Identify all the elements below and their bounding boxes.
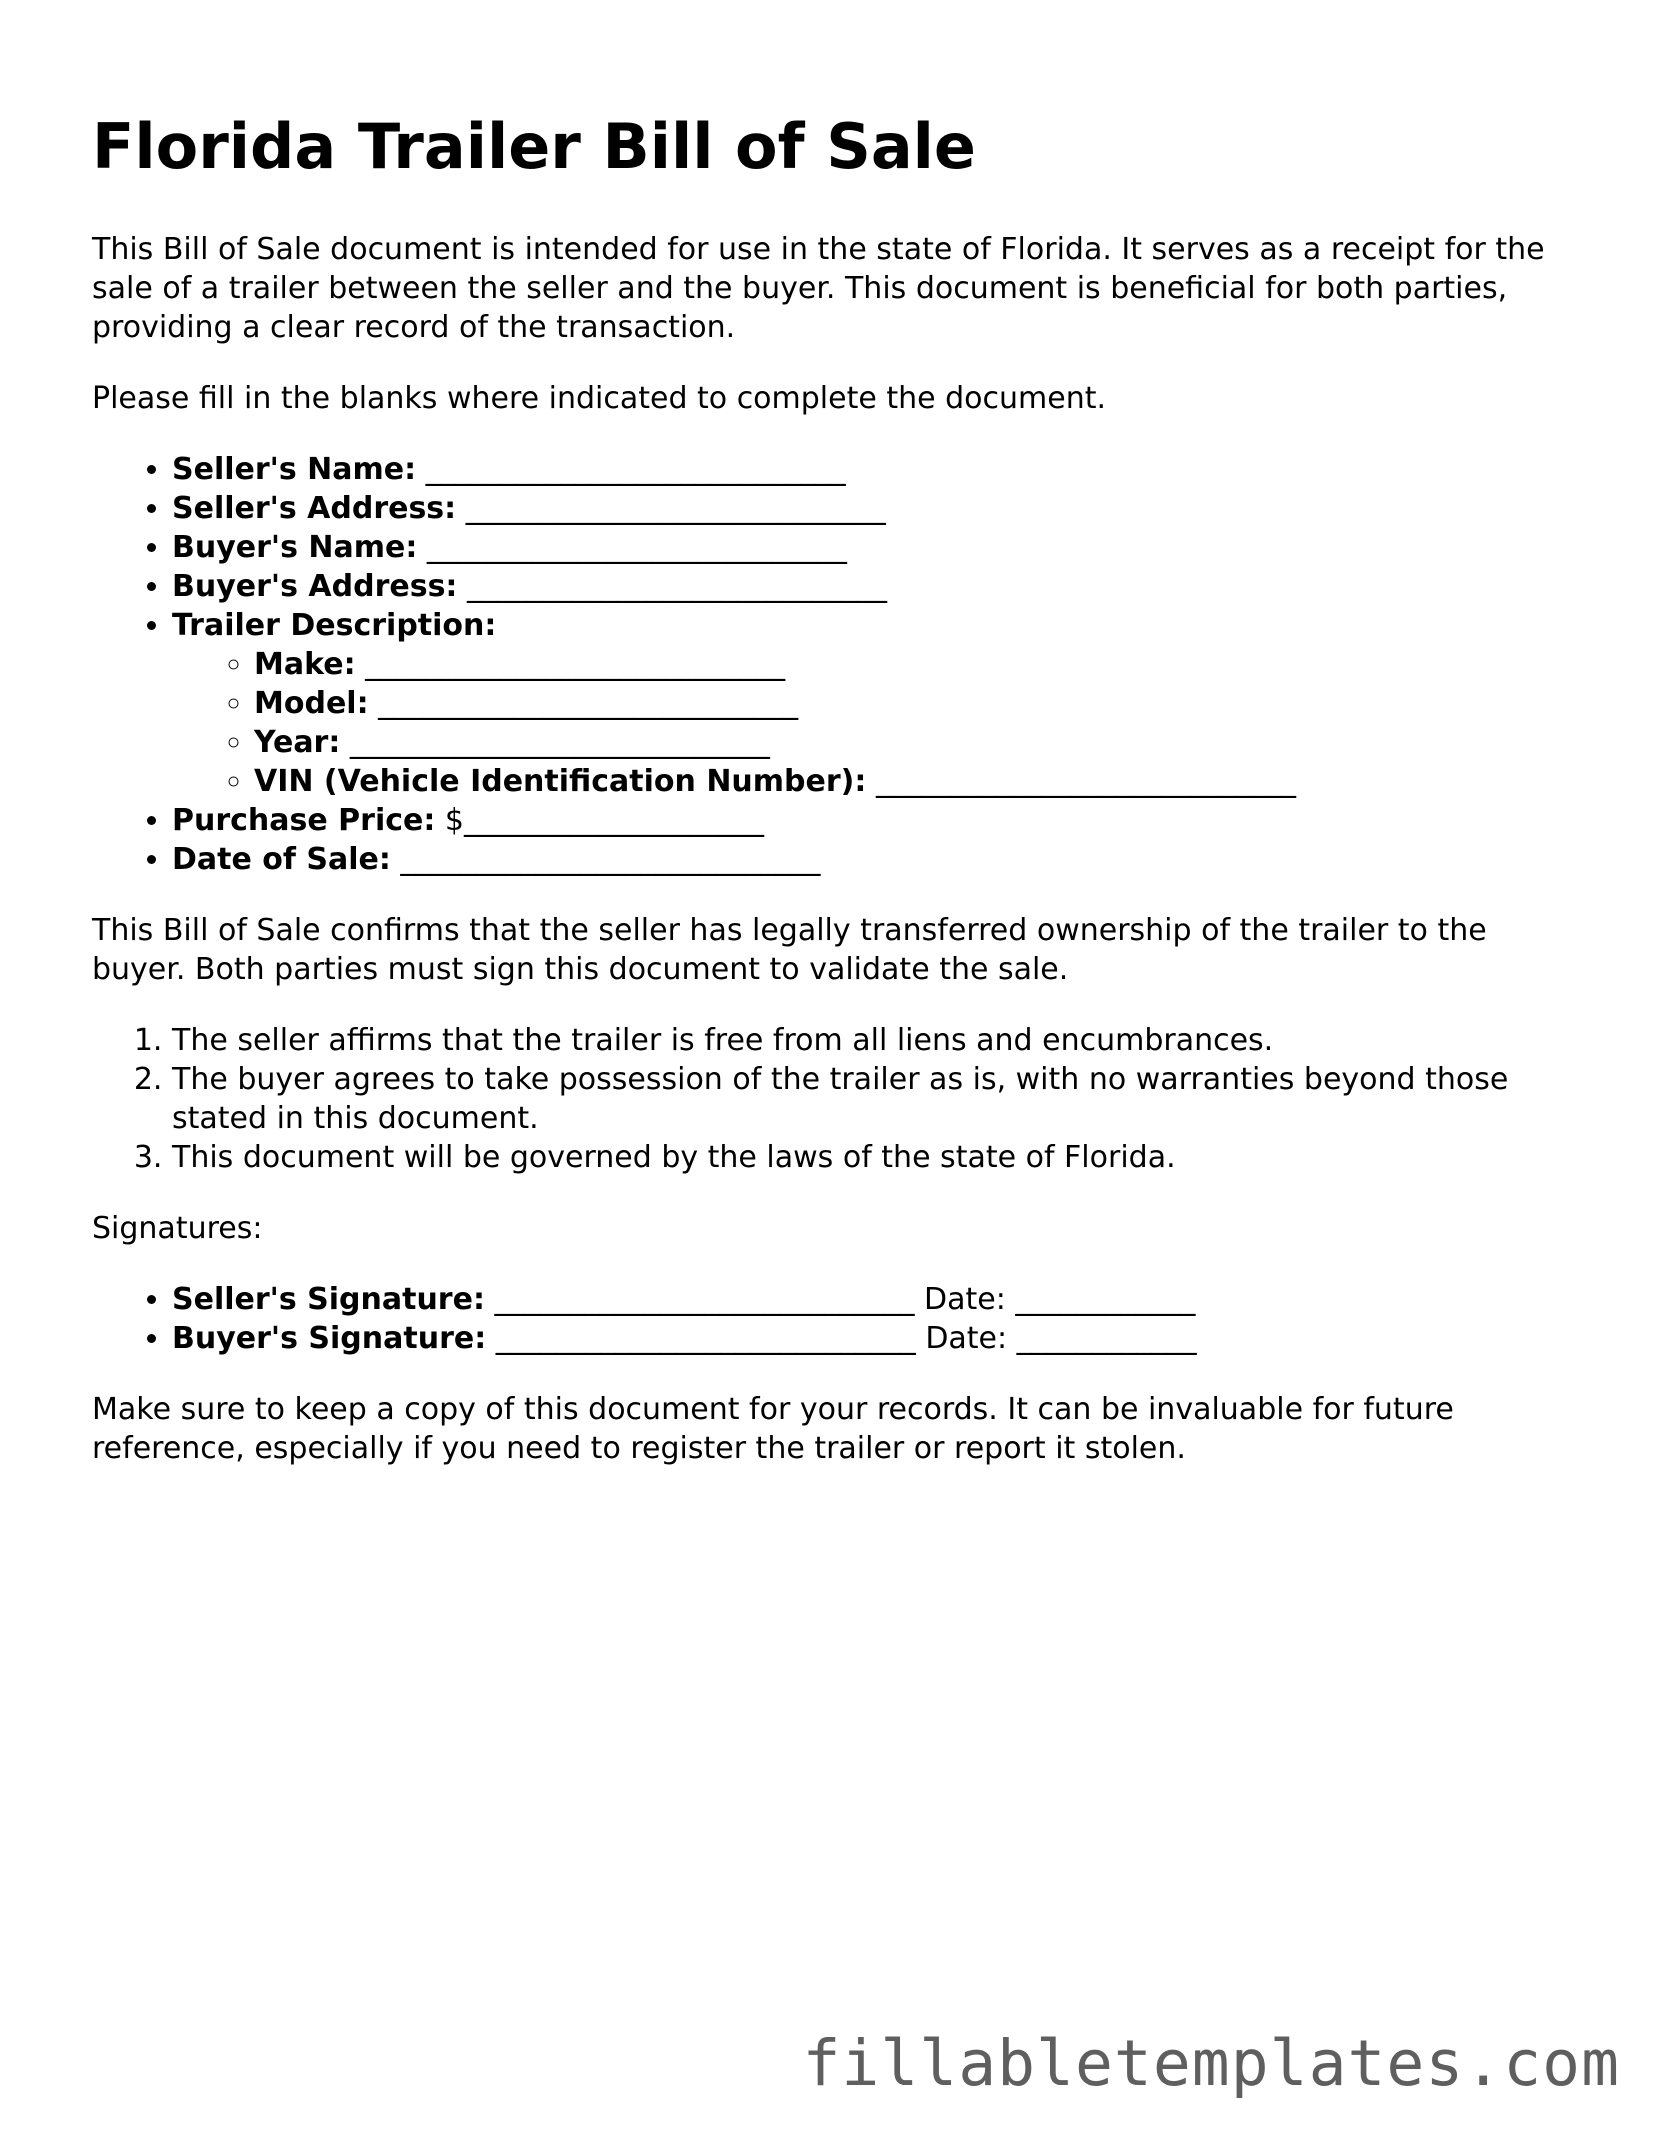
seller-address-label: Seller's Address:	[172, 491, 457, 527]
term-item: 1. The seller affirms that the trailer is free from all liens and encumbrances.	[172, 1021, 1572, 1060]
seller-name-label: Seller's Name:	[172, 452, 417, 488]
terms-list	[92, 1021, 1572, 1177]
buyer-address-label: Buyer's Address:	[172, 569, 458, 605]
closing-paragraph: Make sure to keep a copy of this document for your records. It can be invaluable for future reference, especially if you need to register the trailer or report it stolen.	[92, 1392, 1454, 1467]
signatures-list	[92, 1280, 1572, 1358]
term-item: 2. The buyer agrees to take possession of the trailer as is, with no warranties beyond those stated in this document.	[172, 1060, 1572, 1138]
field-date-of-sale	[172, 840, 1572, 879]
buyer-signature-label: Buyer's Signature:	[172, 1321, 487, 1357]
model-label: Model:	[254, 686, 369, 722]
field-year	[254, 723, 1572, 762]
seller-address-blank[interactable]: ____________________________	[465, 491, 886, 527]
fields-list	[92, 450, 1572, 879]
watermark: fillabletemplates.com	[802, 2027, 1620, 2100]
seller-date-blank[interactable]: ____________	[1015, 1282, 1196, 1318]
trailer-description-label: Trailer Description:	[172, 608, 497, 644]
buyer-address-blank[interactable]: ____________________________	[466, 569, 887, 605]
field-trailer-description	[172, 606, 1572, 801]
field-vin	[254, 762, 1572, 801]
vin-blank[interactable]: ____________________________	[875, 764, 1296, 800]
seller-name-blank[interactable]: ____________________________	[425, 452, 846, 488]
seller-signature-line	[172, 1280, 1572, 1319]
model-blank[interactable]: ____________________________	[378, 686, 799, 722]
date-of-sale-label: Date of Sale:	[172, 842, 391, 878]
document-page	[92, 110, 1572, 1500]
year-blank[interactable]: ____________________________	[349, 725, 770, 761]
field-seller-address	[172, 489, 1572, 528]
term-item: 3. This document will be governed by the laws of the state of Florida.	[172, 1138, 1572, 1177]
year-label: Year:	[254, 725, 341, 761]
buyer-signature-line	[172, 1319, 1572, 1358]
buyer-name-label: Buyer's Name:	[172, 530, 418, 566]
field-purchase-price	[172, 801, 1572, 840]
instructions-paragraph: Please fill in the blanks where indicated to complete the document.	[92, 381, 1107, 417]
seller-signature-label: Seller's Signature:	[172, 1282, 485, 1318]
buyer-date-blank[interactable]: ____________	[1016, 1321, 1197, 1357]
signatures-heading: Signatures:	[92, 1211, 263, 1247]
document-title: Florida Trailer Bill of Sale	[92, 110, 976, 183]
purchase-price-label: Purchase Price:	[172, 803, 436, 839]
seller-date-label: Date:	[924, 1282, 1006, 1318]
field-make	[254, 645, 1572, 684]
field-buyer-address	[172, 567, 1572, 606]
seller-signature-blank[interactable]: ____________________________	[494, 1282, 915, 1318]
purchase-price-blank[interactable]: $____________________	[444, 803, 765, 839]
field-model	[254, 684, 1572, 723]
intro-paragraph: This Bill of Sale document is intended for use in the state of Florida. It serves as a receipt for the sale of a trailer between the seller and the buyer. This document is beneficial for both parties, providing a clear record of the transaction.	[92, 232, 1545, 346]
vin-label: VIN (Vehicle Identification Number):	[254, 764, 867, 800]
trailer-description-list	[172, 645, 1572, 801]
make-label: Make:	[254, 647, 356, 683]
field-buyer-name	[172, 528, 1572, 567]
buyer-date-label: Date:	[925, 1321, 1008, 1357]
buyer-signature-blank[interactable]: ____________________________	[495, 1321, 916, 1357]
confirmation-paragraph: This Bill of Sale confirms that the seller has legally transferred ownership of the trailer to the buyer. Both parties must sign this document to validate the sale.	[92, 913, 1487, 988]
date-of-sale-blank[interactable]: ____________________________	[400, 842, 821, 878]
make-blank[interactable]: ____________________________	[365, 647, 786, 683]
field-seller-name	[172, 450, 1572, 489]
buyer-name-blank[interactable]: ____________________________	[426, 530, 847, 566]
